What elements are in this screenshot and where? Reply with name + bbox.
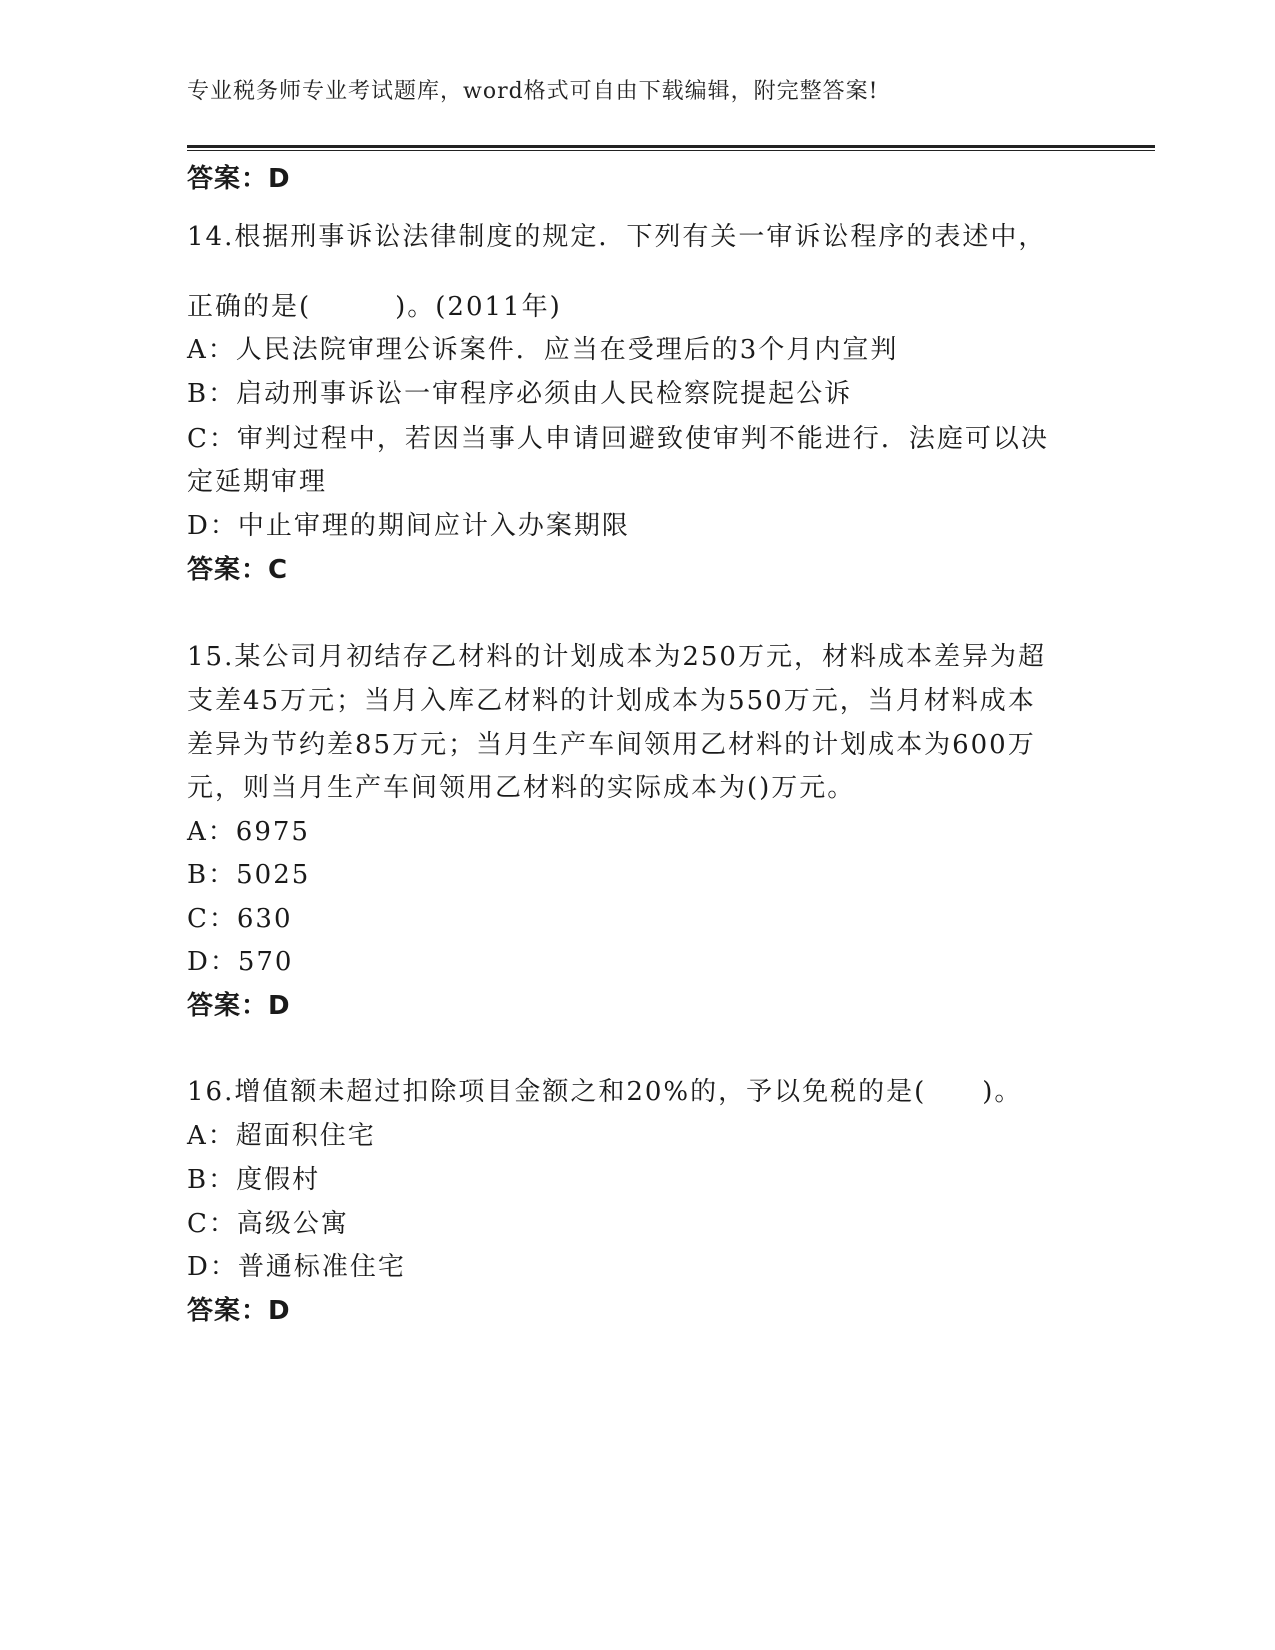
q15-option-a: A：6975 [187,817,310,847]
q15-answer: 答案：D [187,991,291,1021]
q15-stem-line1: 15.某公司月初结存乙材料的计划成本为250万元，材料成本差异为超 [187,642,1046,672]
q14-answer: 答案：C [187,555,289,585]
q15-stem-line3: 差异为节约差85万元；当月生产车间领用乙材料的计划成本为600万 [187,730,1036,760]
q15-stem-line4: 元，则当月生产车间领用乙材料的实际成本为()万元。 [187,773,856,803]
q16-option-d: D：普通标准住宅 [187,1252,406,1282]
q14-stem-line2: 正确的是( )。(2011年) [187,292,562,322]
q14-option-c-line2: 定延期审理 [187,467,328,497]
q14-option-c-line1: C：审判过程中，若因当事人申请回避致使审判不能进行．法庭可以决 [187,424,1049,454]
q14-option-b: B：启动刑事诉讼一审程序必须由人民检察院提起公诉 [187,379,853,409]
header-rule-thin [187,150,1155,151]
q14-stem-line1: 14.根据刑事诉讼法律制度的规定．下列有关一审诉讼程序的表述中， [187,222,1047,252]
previous-answer: 答案：D [187,164,291,194]
q16-option-b: B：度假村 [187,1165,321,1195]
q16-answer: 答案：D [187,1296,291,1326]
q16-stem-line1: 16.增值额未超过扣除项目金额之和20%的，予以免税的是( )。 [187,1077,1023,1107]
q14-option-d: D：中止审理的期间应计入办案期限 [187,511,630,541]
q16-option-c: C：高级公寓 [187,1209,349,1239]
page-header: 专业税务师专业考试题库，word格式可自由下载编辑，附完整答案! [187,79,879,104]
q15-stem-line2: 支差45万元；当月入库乙材料的计划成本为550万元，当月材料成本 [187,686,1036,716]
q16-option-a: A：超面积住宅 [187,1121,376,1151]
q14-option-a: A：人民法院审理公诉案件．应当在受理后的3个月内宣判 [187,335,899,365]
q15-option-c: C：630 [187,904,293,934]
q15-option-b: B：5025 [187,860,311,890]
q15-option-d: D：570 [187,947,294,977]
header-rule-thick [187,145,1155,148]
